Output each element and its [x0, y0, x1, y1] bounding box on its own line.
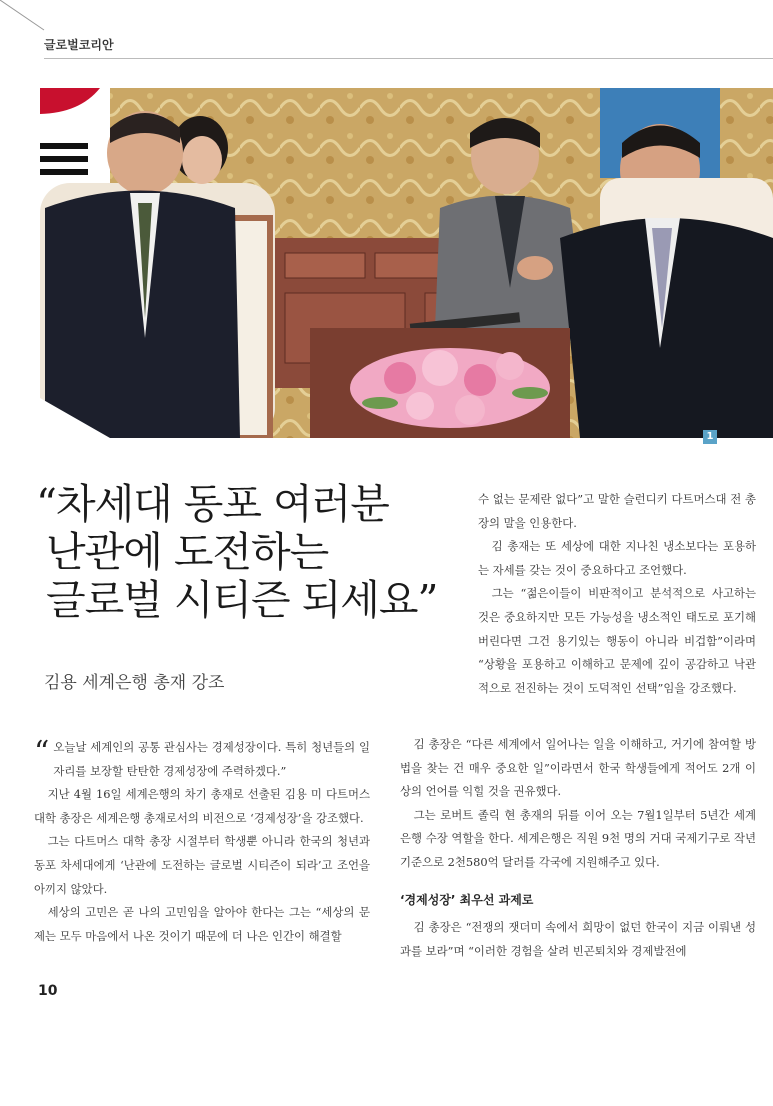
lead-quote-mark: “	[34, 735, 50, 770]
meeting-photo	[40, 88, 773, 438]
page-number: 10	[38, 983, 58, 999]
lead-text: 오늘날 세계인의 공통 관심사는 경제성장이다. 특히 청년들의 일자리를 보장할 탄탄한 경제성장에 주력하겠다.”	[53, 740, 370, 778]
lead-paragraph	[34, 736, 370, 783]
paragraph: 김 총재는 또 세상에 대한 지나친 냉소보다는 포용하는 자세를 갖는 것이 중요하다고 조언했다.	[478, 539, 756, 577]
header-rule	[44, 58, 773, 59]
headline-line-1: “차세대 동포 여러분	[36, 480, 389, 528]
paragraph: 지난 4월 16일 세계은행의 차기 총재로 선출된 김용 미 다트머스대학 총장은 세계은행 총재로서의 비전으로 ‘경제성장’을 강조했다.	[34, 787, 370, 825]
headline-line-2: 난관에 도전하는	[46, 528, 329, 576]
article-column-right-top	[478, 488, 756, 700]
subtitle: 김용 세계은행 총재 강조	[44, 673, 225, 693]
paragraph: 김 총장은 “다른 세계에서 일어나는 일을 이해하고, 거기에 참여할 방법을 찾는 건 매우 중요한 일”이라면서 한국 학생들에게 적어도 2개 이상의 언어를 익힐 것을 권유했다.	[400, 737, 756, 799]
headline-line-3: 글로벌 시티즌 되세요”	[46, 576, 438, 624]
paragraph: 김 총장은 “전쟁의 잿더미 속에서 희망이 없던 한국이 지금 이뤄낸 성과를 보라”며 “이러한 경험을 살려 빈곤퇴치와 경제발전에	[400, 920, 756, 958]
paragraph: 그는 다트머스 대학 총장 시절부터 학생뿐 아니라 한국의 청년과 동포 차세대에게 ‘난관에 도전하는 글로벌 시티즌이 되라’고 조언을 아끼지 않았다.	[34, 834, 370, 896]
paragraph: 그는 로버트 졸릭 현 총재의 뒤를 이어 오는 7월1일부터 5년간 세계은행 수장 역할을 한다. 세계은행은 직원 9천 명의 거대 국제기구로 작년 기준으로 2천580억 달러를 각국에 지원해주고 있다.	[400, 807, 756, 869]
paragraph: 그는 “젊은이들이 비판적이고 분석적으로 사고하는 것은 중요하지만 모든 가능성을 냉소적인 태도로 포기해버린다면 그건 용기있는 행동이 아니라 비겁함”이라며 “상황을 포용하고 이해하고 문제에 깊이 공감하고 낙관적으로 전진하는 것이 도덕적인 선택”임을 강조했다.	[478, 586, 756, 695]
article-column-right-bottom	[400, 733, 756, 963]
article-column-left	[34, 736, 370, 948]
paragraph: 세상의 고민은 곧 나의 고민임을 알아야 한다는 그는 “세상의 문제는 모두 마음에서 나온 것이기 때문에 더 나은 인간이 해결할	[34, 905, 370, 943]
photo-number-badge: 1	[703, 430, 717, 444]
corner-decoration	[0, 0, 60, 40]
paragraph: 수 없는 문제란 없다”고 말한 슬런디키 다트머스대 전 총장의 말을 인용한다.	[478, 492, 756, 530]
section-label: 글로벌코리안	[44, 38, 114, 52]
subheading: ‘경제성장’ 최우선 과제로	[400, 892, 534, 907]
headline	[36, 480, 456, 624]
